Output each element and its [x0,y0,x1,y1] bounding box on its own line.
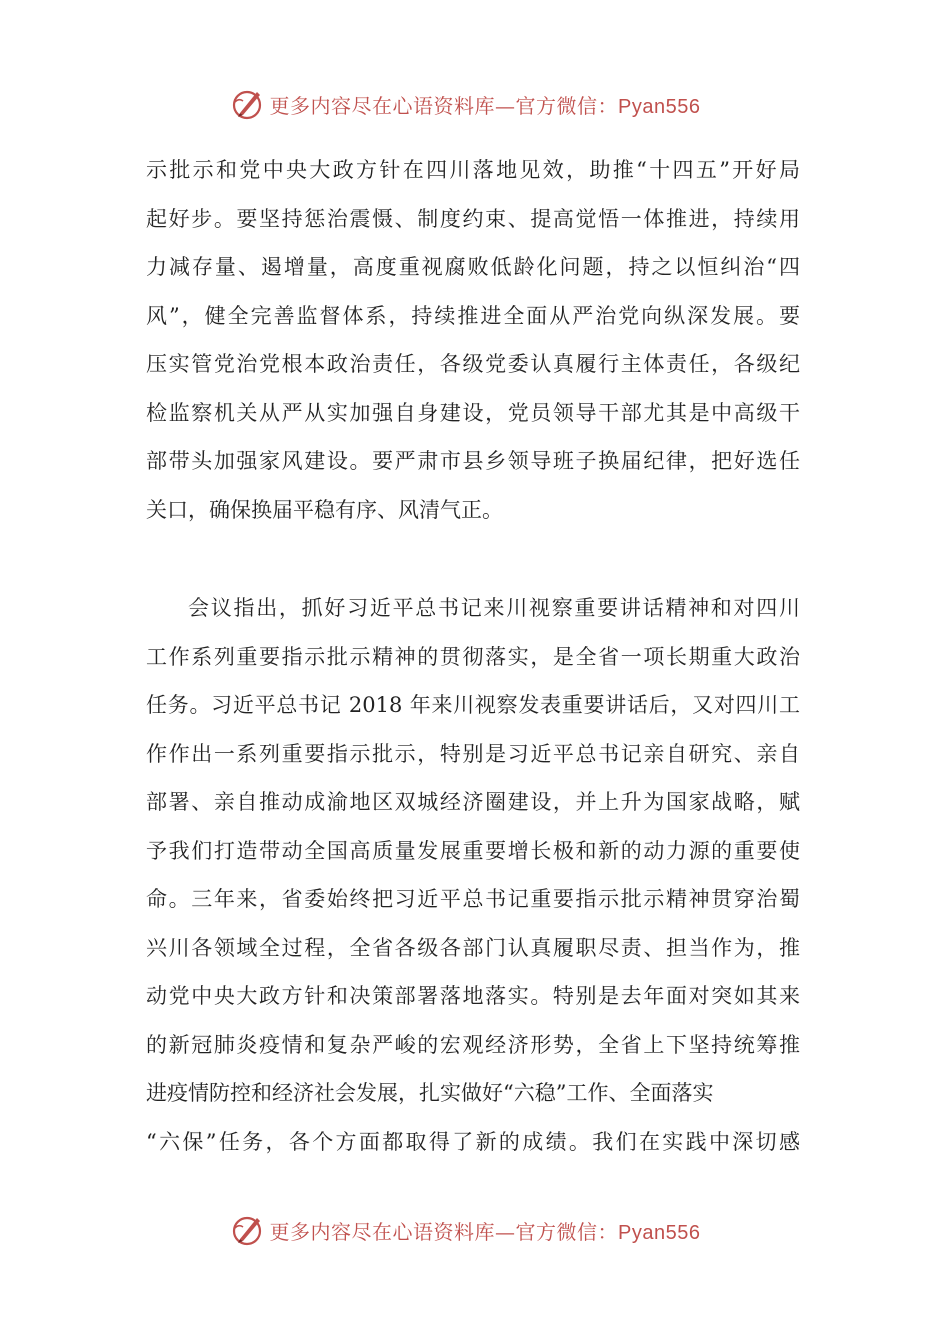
pen-logo-icon [230,86,266,122]
text-line: 会议指出，抓好习近平总书记来川视察重要讲话精神和对四川 [188,596,800,620]
header-banner [0,84,950,124]
text-line: 兴川各领域全过程，全省各级各部门认真履职尽责、担当作为，推 [146,935,800,960]
header-banner-text: 更多内容尽在心语资料库—官方微信：Pyan556 [269,93,701,118]
text-line: 作作出一系列重要指示批示，特别是习近平总书记亲自研究、亲自 [146,741,800,766]
text-line: 予我们打造带动全国高质量发展重要增长极和新的动力源的重要使 [146,838,800,863]
text-line: 工作系列重要指示批示精神的贯彻落实，是全省一项长期重大政治 [146,644,800,669]
text-line: “六保”任务，各个方面都取得了新的成绩。我们在实践中深切感 [146,1129,800,1154]
pen-logo-icon [230,1212,266,1248]
text-line: 部带头加强家风建设。要严肃市县乡领导班子换届纪律，把好选任 [146,449,800,473]
text-line: 示批示和党中央大政方针在四川落地见效，助推“十四五”开好局 [146,158,800,182]
footer-banner-text: 更多内容尽在心语资料库—官方微信：Pyan556 [269,1219,701,1244]
text-line: 检监察机关从严从实加强自身建设，党员领导干部尤其是中高级干 [146,400,800,425]
text-line: 动党中央大政方针和决策部署落地落实。特别是去年面对突如其来 [146,984,800,1008]
text-line: 的新冠肺炎疫情和复杂严峻的宏观经济形势，全省上下坚持统筹推 [146,1032,800,1057]
text-line: 部署、亲自推动成渝地区双城经济圈建设，并上升为国家战略，赋 [146,790,800,814]
text-line: 起好步。要坚持惩治震慑、制度约束、提高觉悟一体推进，持续用 [146,206,800,231]
document-body [146,152,800,1172]
text-line: 力减存量、遏增量，高度重视腐败低龄化问题，持之以恒纠治“四 [146,255,800,279]
text-line: 关口，确保换届平稳有序、风清气正。 [146,497,503,522]
footer-banner [0,1210,950,1250]
text-line: 进疫情防控和经济社会发展，扎实做好“六稳”工作、全面落实 [146,1081,714,1105]
text-line: 命。三年来，省委始终把习近平总书记重要指示批示精神贯穿治蜀 [146,887,800,911]
text-line: 风”，健全完善监督体系，持续推进全面从严治党向纵深发展。要 [146,303,800,328]
paragraph-spacer [146,540,800,590]
text-line: 压实管党治党根本政治责任，各级党委认真履行主体责任，各级纪 [146,352,800,376]
paragraph [146,152,800,540]
text-line: 任务。习近平总书记 2018 年来川视察发表重要讲话后，又对四川工 [146,693,800,717]
paragraph [146,590,800,1172]
